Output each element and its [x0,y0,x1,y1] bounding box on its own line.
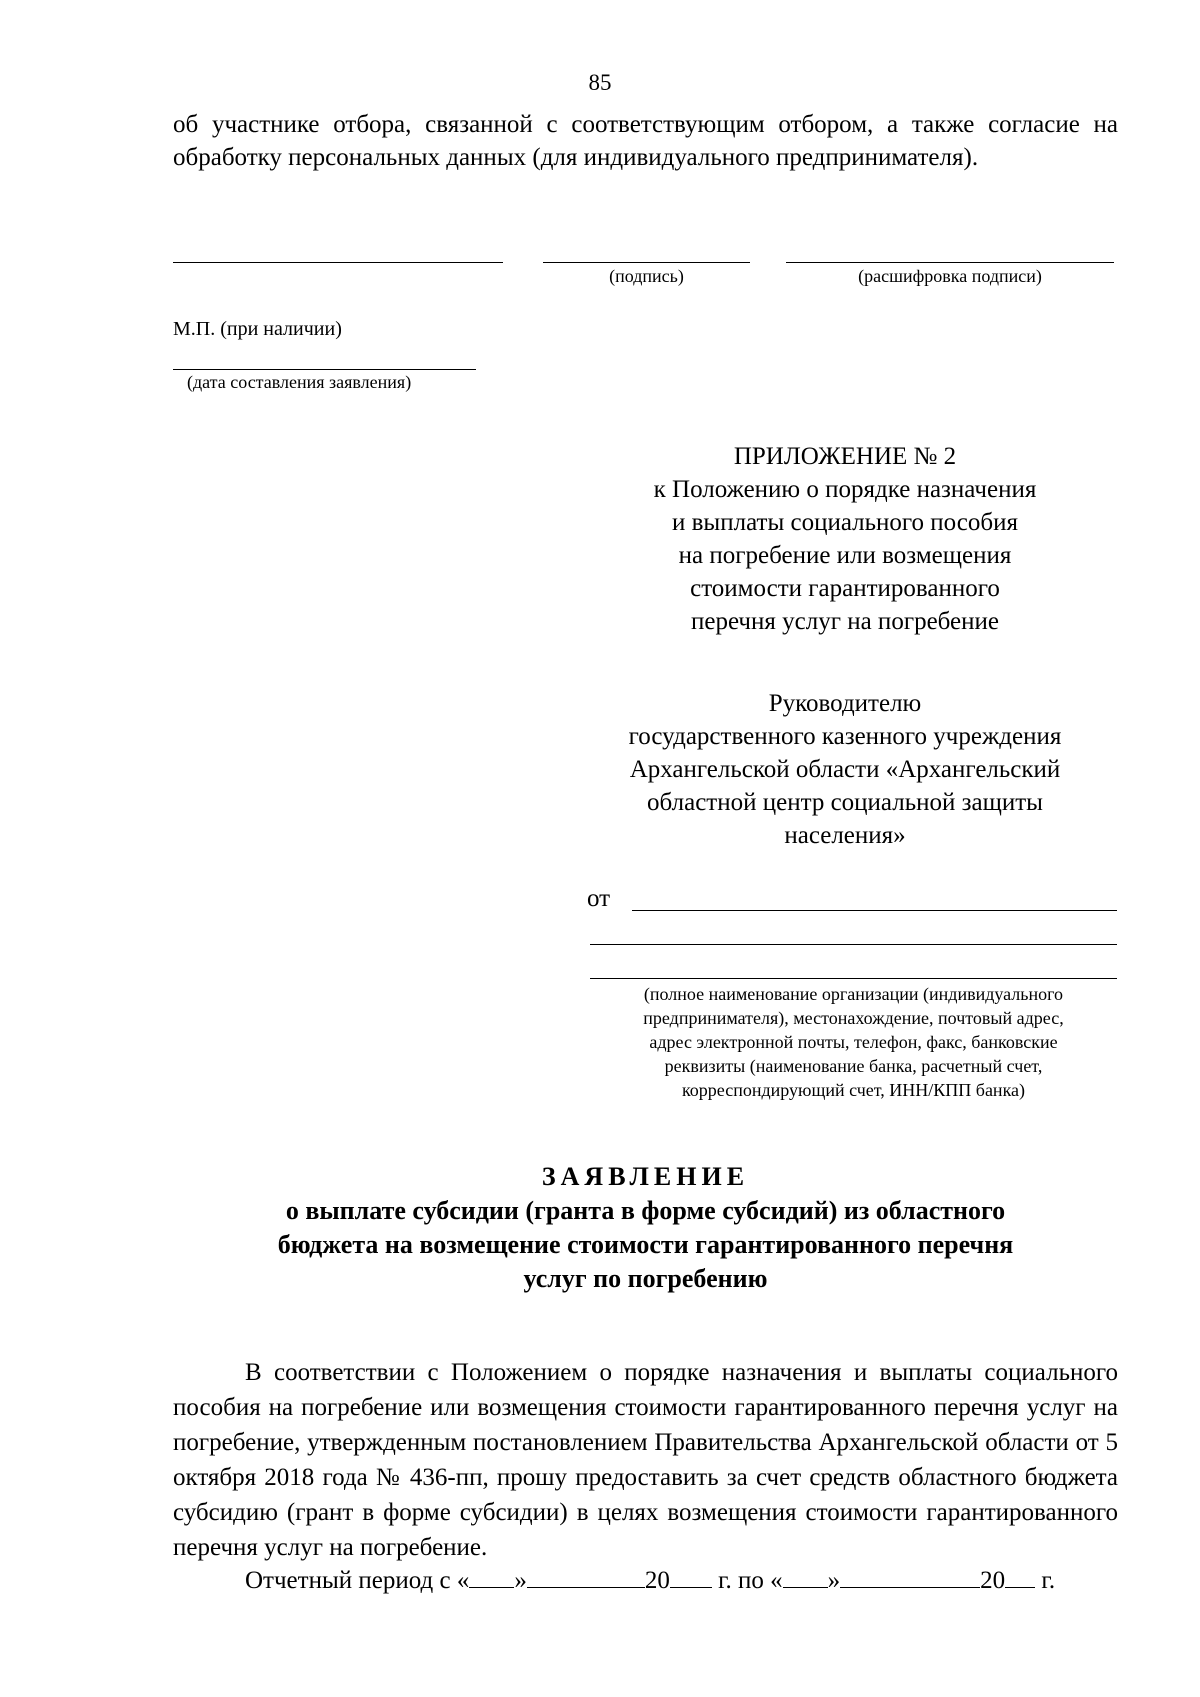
signature-decode-label: (расшифровка подписи) [858,266,1042,286]
appendix-line: на погребение или возмещения [678,542,1012,569]
from-field-line-1[interactable] [632,910,1117,911]
signature-line-decode [786,262,1114,263]
period-suffix: г. [1041,1567,1056,1594]
from-hint-line: адрес электронной почты, телефон, факс, банковские [649,1032,1058,1052]
appendix-line: и выплаты социального пособия [671,509,1018,536]
addressee-line: Архангельской области «Архангельский [629,756,1061,783]
statement-subtitle-line: бюджета на возмещение стоимости гарантированного перечня [277,1230,1014,1259]
addressee-block [570,687,1120,852]
period-start-month-field[interactable] [527,1565,645,1588]
from-field-line-2[interactable] [590,944,1117,945]
statement-heading: ЗАЯВЛЕНИЕ [541,1162,750,1191]
body-paragraph: В соответствии с Положением о порядке назначения и выплаты социального пособия на погребение или возмещения стоимости гарантированного перечня услуг на погребение, утвержденным постановлением Правительства Архангельской области от 5 октября 2018 года № 436-пп, прошу предоставить за счет средств областного бюджета субсидию (грант в форме субсидии) в целях возмещения стоимости гарантированного перечня услуг на погребение. [173,1359,1118,1561]
appendix-line: к Положению о порядке назначения [653,476,1037,503]
from-label: от [587,885,611,912]
from-hint-line: корреспондирующий счет, ИНН/КПП банка) [681,1080,1026,1100]
addressee-line: областной центр социальной защиты [647,789,1043,816]
stamp-label: М.П. (при наличии) [173,318,342,340]
period-start-year-field[interactable] [670,1565,712,1588]
period-end-year-field[interactable] [1005,1565,1035,1588]
statement-subtitle-line: о выплате субсидии (гранта в форме субсидий) из областного [285,1196,1006,1225]
period-quote-2: » [827,1567,841,1594]
period-end-month-field[interactable] [840,1565,980,1588]
signature-line-sign [543,262,750,263]
from-hint-line: предпринимателя), местонахождение, почтовый адрес, [643,1008,1064,1028]
addressee-line: государственного казенного учреждения [628,723,1062,750]
period-year-1: 20 [644,1567,670,1594]
appendix-line: стоимости гарантированного [690,575,1000,602]
statement-title [173,1160,1118,1296]
appendix-line: ПРИЛОЖЕНИЕ № 2 [733,443,957,470]
period-mid: г. по « [718,1567,783,1594]
addressee-line: населения» [784,822,906,849]
period-quote-1: » [514,1567,527,1594]
from-hint-line: (полное наименование организации (индивидуального [643,984,1064,1004]
date-label: (дата составления заявления) [187,372,412,392]
appendix-line: перечня услуг на погребение [690,608,1000,635]
period-end-day-field[interactable] [783,1565,828,1588]
date-line [173,369,476,370]
appendix-block [580,440,1110,638]
period-start-day-field[interactable] [469,1565,514,1588]
signature-sign-label: (подпись) [609,266,684,286]
from-field-line-3[interactable] [590,978,1117,979]
period-year-2: 20 [980,1567,1006,1594]
signature-line-position [173,262,503,263]
reporting-period [245,1565,1055,1595]
statement-subtitle-line: услуг по погребению [523,1264,768,1293]
from-hint [590,982,1117,1102]
addressee-line: Руководителю [768,690,922,717]
from-hint-line: реквизиты (наименование банка, расчетный счет, [664,1056,1043,1076]
page-number: 85 [588,70,612,95]
intro-paragraph: об участнике отбора, связанной с соответствующим отбором, а также согласие на обработку персональных данных (для индивидуального предпринимателя). [173,111,1118,171]
period-prefix: Отчетный период с « [245,1567,470,1594]
